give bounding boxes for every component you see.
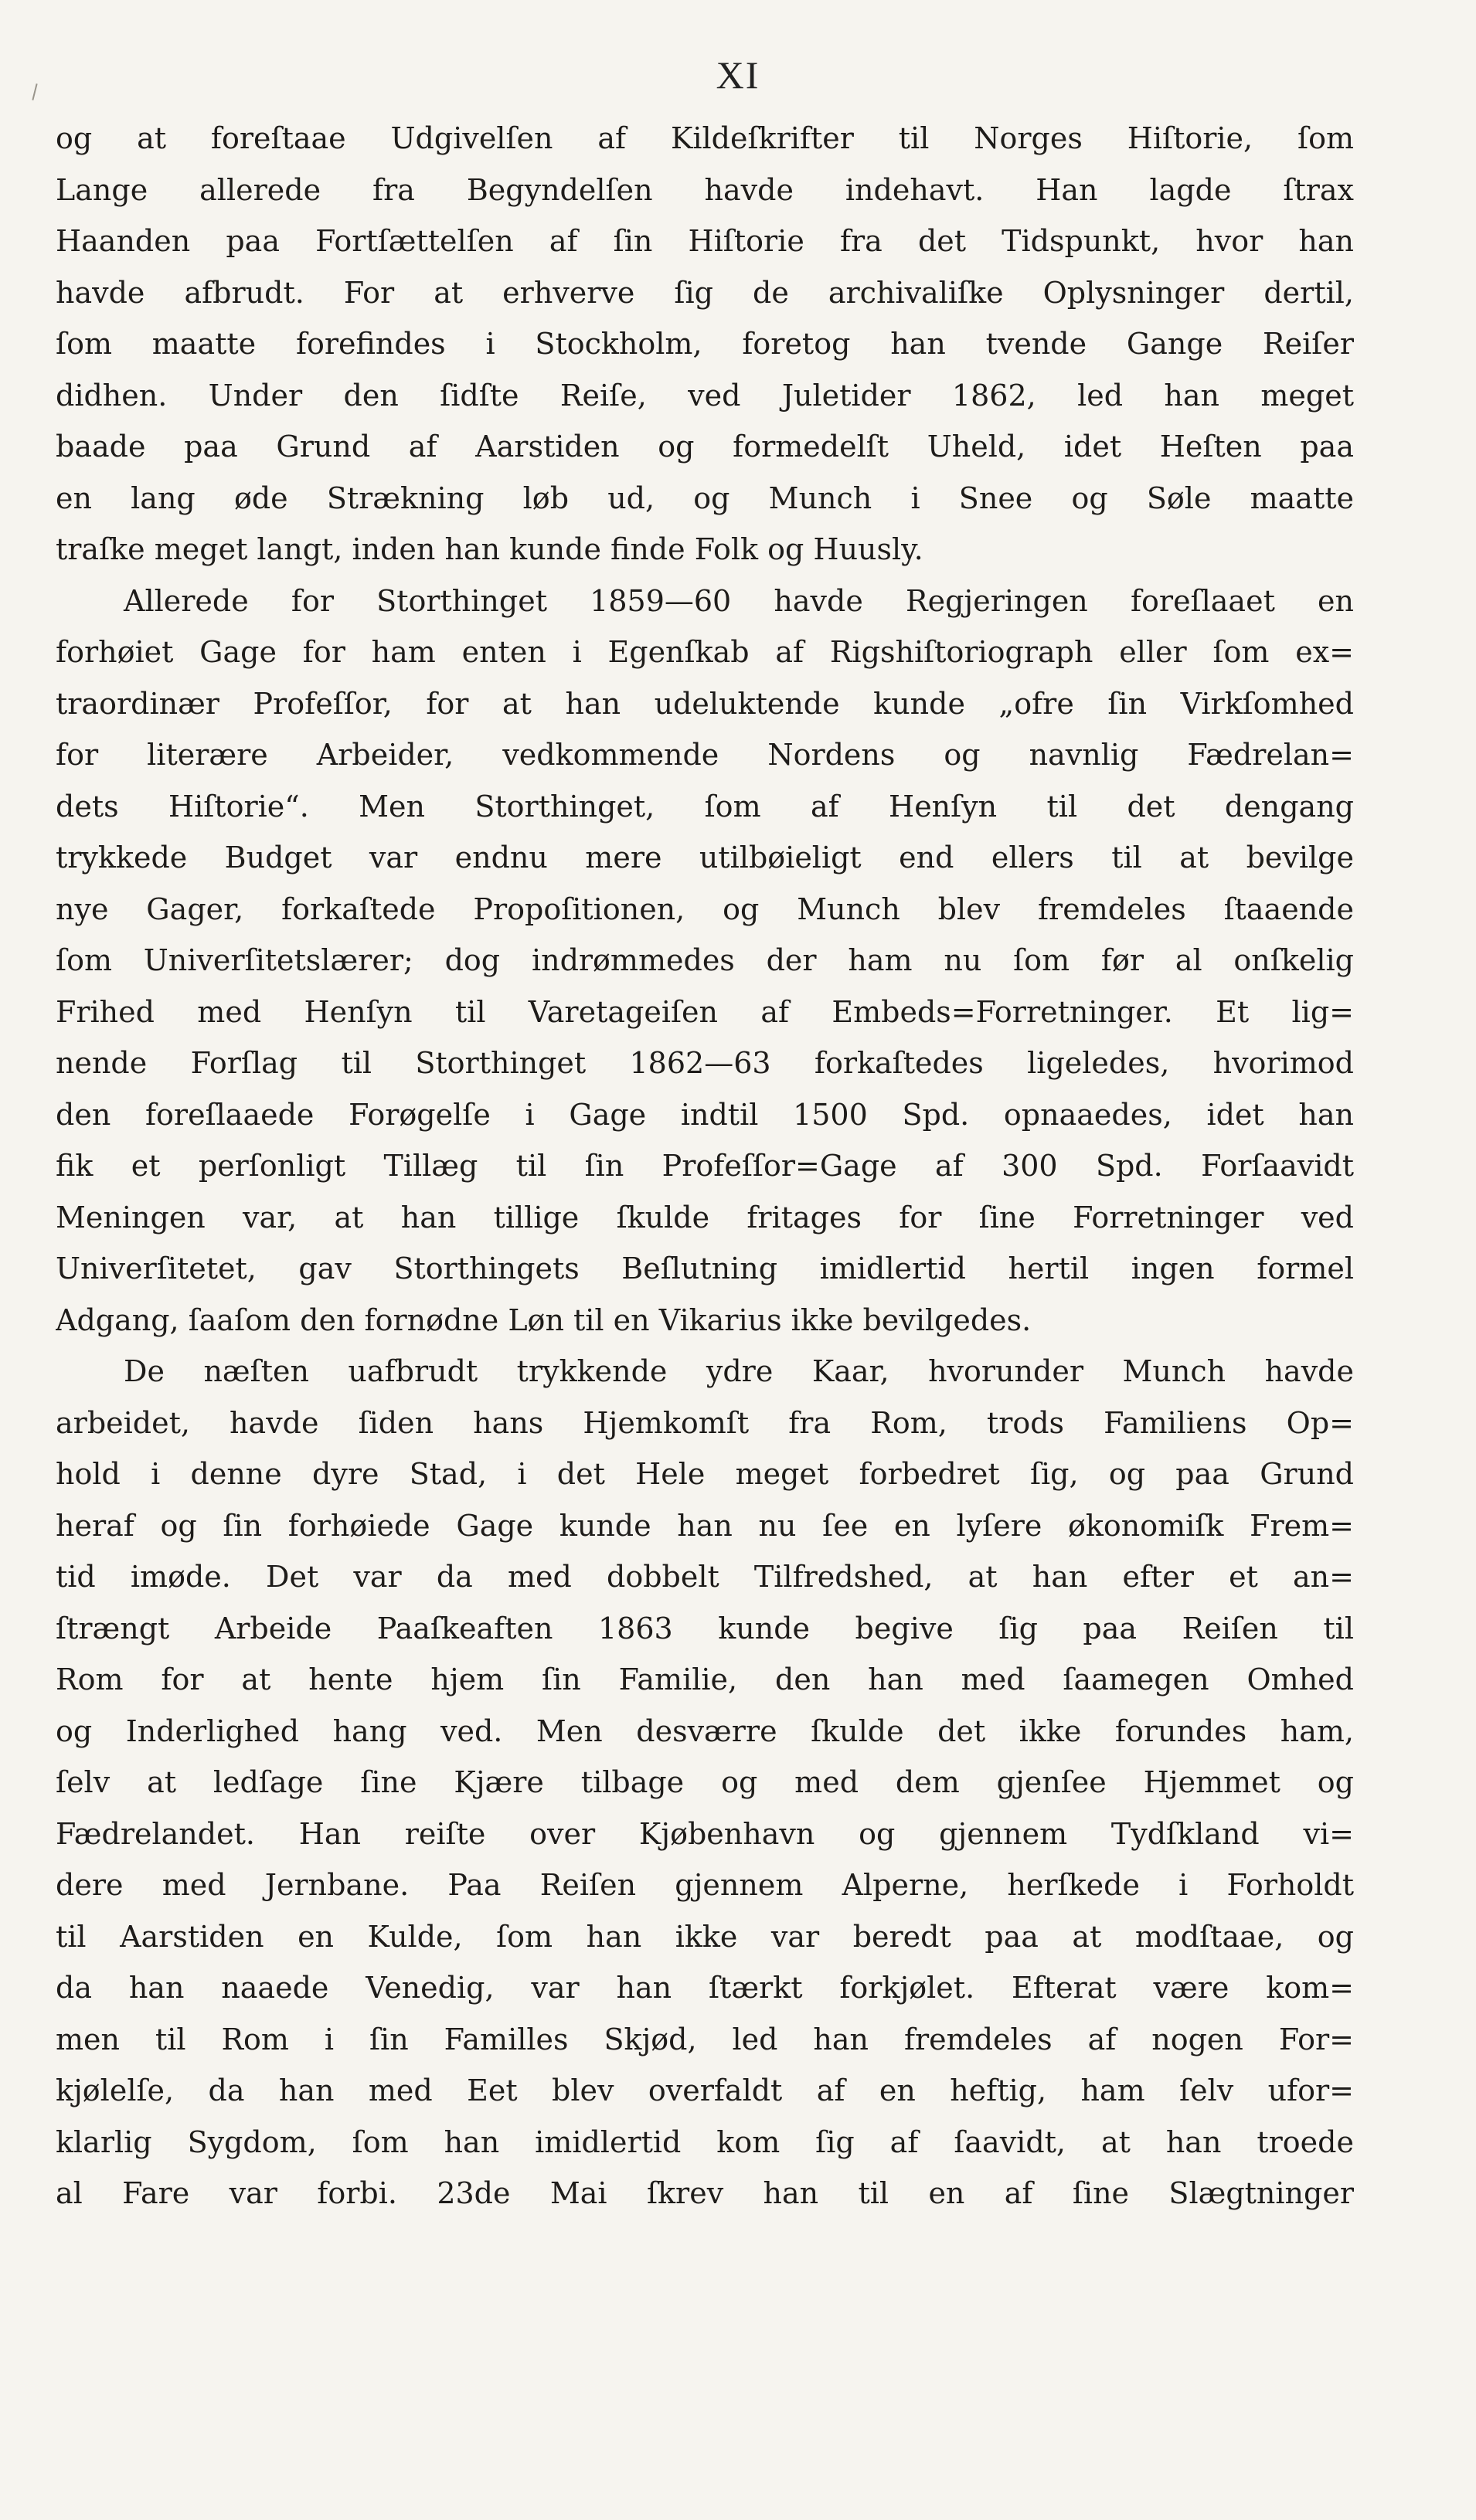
- text-line: og at foreſtaae Udgivelſen af Kildeſkrifter til Norges Hiſtorie, ſom: [56, 121, 1354, 155]
- text-line: klarlig Sygdom, ſom han imidlertid kom ſig af ſaavidt, at han troede: [56, 2124, 1354, 2159]
- text-line: Meningen var, at han tillige ſkulde fritages for ſine Forretninger ved: [56, 1200, 1354, 1235]
- text-line: forhøiet Gage for ham enten i Egenſkab af Rigshiſtoriograph eller ſom ex=: [56, 635, 1354, 669]
- text-line: De næſten uafbrudt trykkende ydre Kaar, hvorunder Munch havde: [124, 1354, 1354, 1388]
- text-line: tid imøde. Det var da med dobbelt Tilfredshed, at han efter et an=: [56, 1560, 1354, 1594]
- text-line: men til Rom i ſin Familles Skjød, led han fremdeles af nogen For=: [56, 2022, 1354, 2056]
- text-line: trykkede Budget var endnu mere utilbøieligt end ellers til at bevilge: [56, 841, 1354, 875]
- text-line: Fædrelandet. Han reiſte over Kjøbenhavn og gjennem Tydſkland vi=: [56, 1816, 1354, 1851]
- text-line: arbeidet, havde ſiden hans Hjemkomſt fra Rom, trods Familiens Op=: [56, 1405, 1354, 1440]
- text-line: Frihed med Henſyn til Varetageiſen af Embeds=Forretninger. Et lig=: [56, 994, 1354, 1029]
- text-line: Allerede for Storthinget 1859—60 havde Regjeringen foreſlaaet en: [124, 583, 1354, 618]
- text-line: til Aarstiden en Kulde, ſom han ikke var beredt paa at modſtaae, og: [56, 1919, 1354, 1954]
- text-line: traſke meget langt, inden han kunde finde Folk og Huusly.: [56, 532, 923, 566]
- text-line: ſtrængt Arbeide Paaſkeaften 1863 kunde begive ſig paa Reiſen til: [56, 1611, 1354, 1645]
- text-line: Lange allerede fra Begyndelſen havde indehavt. Han lagde ſtrax: [56, 172, 1354, 207]
- text-line: dere med Jernbane. Paa Reiſen gjennem Alperne, herſkede i Forholdt: [56, 1868, 1354, 1902]
- text-line: og Inderlighed hang ved. Men desværre ſkulde det ikke forundes ham,: [56, 1713, 1354, 1748]
- text-line: havde afbrudt. For at erhverve ſig de archivaliſke Oplysninger dertil,: [56, 275, 1354, 310]
- text-line: Haanden paa Fortſættelſen af ſin Hiſtorie fra det Tidspunkt, hvor han: [56, 224, 1354, 258]
- text-line: Univerſitetet, gav Storthingets Beſlutning imidlertid hertil ingen formel: [56, 1252, 1354, 1285]
- text-line: traordinær Profeſſor, for at han udeluktende kunde „ofre ſin Virkſomhed: [56, 686, 1354, 721]
- text-line: fik et perſonligt Tillæg til ſin Profeſſor=Gage af 300 Spd. Forſaavidt: [56, 1149, 1354, 1183]
- text-line: heraf og ſin forhøiede Gage kunde han nu ſee en lyſere økonomiſk Frem=: [56, 1508, 1354, 1543]
- page-number: XI: [716, 53, 760, 97]
- text-line: Adgang, ſaaſom den fornødne Løn til en Vikarius ikke bevilgedes.: [56, 1302, 1032, 1337]
- body-text: [56, 113, 1354, 2219]
- text-line: didhen. Under den ſidſte Reiſe, ved Juletider 1862, led han meget: [56, 378, 1354, 413]
- paragraph: [56, 576, 1354, 1347]
- text-line: ſelv at ledſage ſine Kjære tilbage og med dem gjenſee Hjemmet og: [56, 1765, 1354, 1799]
- text-line: nye Gager, forkaſtede Propoſitionen, og Munch blev fremdeles ſtaaende: [56, 892, 1354, 926]
- text-line: da han naaede Venedig, var han ſtærkt forkjølet. Efterat være kom=: [56, 1971, 1354, 2005]
- text-line: hold i denne dyre Stad, i det Hele meget forbedret ſig, og paa Grund: [56, 1457, 1354, 1491]
- text-line: dets Hiſtorie“. Men Storthinget, ſom af Henſyn til det dengang: [56, 789, 1354, 824]
- text-line: en lang øde Strækning løb ud, og Munch i Snee og Søle maatte: [56, 481, 1354, 515]
- text-line: al Fare var forbi. 23de Mai ſkrev han til en af ſine Slægtninger: [56, 2176, 1354, 2210]
- paragraph: [56, 1346, 1354, 2219]
- text-line: ſom Univerſitetslærer; dog indrømmedes der ham nu ſom før al onſkelig: [56, 943, 1354, 977]
- text-line: den foreſlaaede Forøgelſe i Gage indtil 1500 Spd. opnaaedes, idet han: [56, 1097, 1354, 1132]
- text-line: ſom maatte forefindes i Stockholm, foretog han tvende Gange Reiſer: [56, 327, 1354, 361]
- text-line: nende Forſlag til Storthinget 1862—63 forkaſtedes ligeledes, hvorimod: [56, 1046, 1354, 1080]
- text-line: for literære Arbeider, vedkommende Nordens og navnlig Fædrelan=: [56, 738, 1354, 772]
- text-line: baade paa Grund af Aarstiden og formedelſt Uheld, idet Heſten paa: [56, 430, 1354, 464]
- paragraph: [56, 113, 1354, 576]
- text-line: kjølelſe, da han med Eet blev overfaldt af en heftig, ham ſelv ufor=: [56, 2073, 1354, 2107]
- text-line: Rom for at hente hjem ſin Familie, den han med ſaamegen Omhed: [56, 1662, 1354, 1696]
